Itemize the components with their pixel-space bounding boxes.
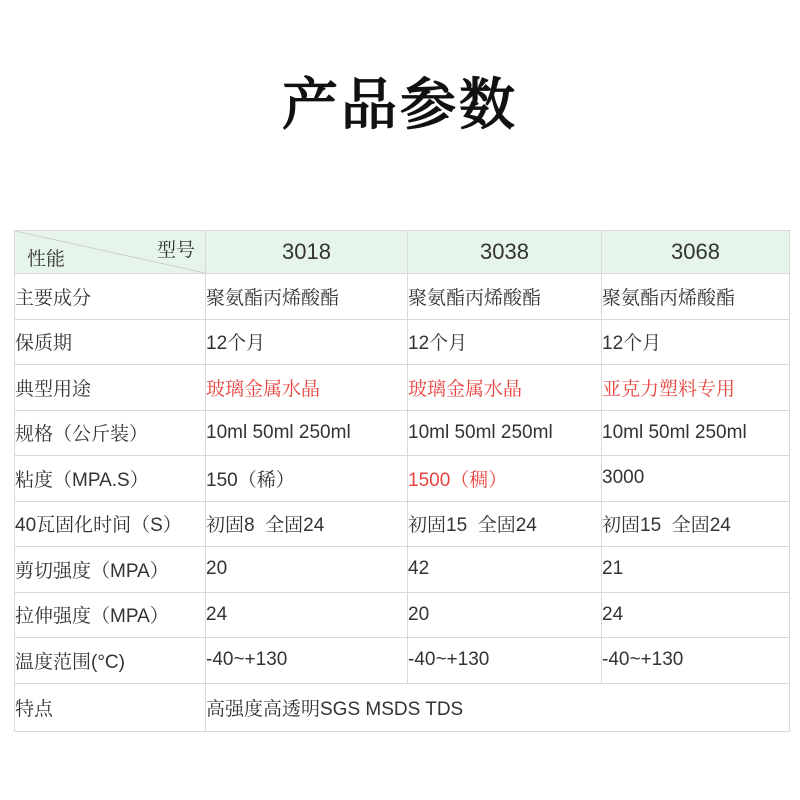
cell-text: 12个月 [602,333,662,355]
model-header: 3038 [408,231,602,274]
table-row [15,319,790,365]
cell-value [408,365,602,411]
cell-text: 初固15 全固24 [408,515,537,537]
cell-value [408,501,602,547]
cell-text: 10ml 50ml 250ml [602,421,747,443]
feature-text: 高强度高透明SGS MSDS TDS [206,698,464,720]
row-label: 拉伸强度（MPA） [15,592,206,638]
parameter-table [14,230,790,732]
table-row [15,274,790,320]
row-label: 40瓦固化时间（S） [15,501,206,547]
table-header-row [15,231,790,274]
feature-value [206,683,790,731]
cell-value [408,638,602,684]
cell-value [206,410,408,456]
cell-text: 21 [602,558,624,580]
cell-text: 12个月 [408,333,468,355]
row-label: 规格（公斤装） [15,410,206,456]
cell-value [602,410,790,456]
model-corner-label: 型号 [156,240,195,261]
row-label: 粘度（MPA.S） [15,456,206,502]
table-row [15,638,790,684]
cell-value [602,456,790,502]
cell-text: 初固15 全固24 [602,515,731,537]
cell-text: 初固8 全固24 [206,515,325,537]
cell-text: 聚氨酯丙烯酸酯 [602,287,736,309]
table-row [15,365,790,411]
cell-text: 24 [602,603,624,625]
cell-text: 20 [206,558,228,580]
row-label: 典型用途 [15,365,206,411]
cell-value [206,456,408,502]
model-header: 3018 [206,231,408,274]
cell-text: 10ml 50ml 250ml [206,421,351,443]
row-label: 温度范围(°C) [15,638,206,684]
cell-text: 42 [408,558,430,580]
cell-text: 20 [408,603,430,625]
cell-value [206,501,408,547]
cell-value [602,365,790,411]
row-label: 剪切强度（MPA） [15,547,206,593]
cell-value [206,638,408,684]
cell-value [408,410,602,456]
cell-value [206,592,408,638]
cell-value [408,274,602,320]
cell-value [602,274,790,320]
cell-text: 聚氨酯丙烯酸酯 [408,287,542,309]
cell-value [206,319,408,365]
table-row [15,592,790,638]
cell-value [206,547,408,593]
page-title: 产品参数 [282,73,518,136]
cell-value [206,274,408,320]
table-row [15,410,790,456]
cell-value [206,365,408,411]
cell-value [408,547,602,593]
table-row [15,547,790,593]
cell-value [602,547,790,593]
cell-text: 聚氨酯丙烯酸酯 [206,287,340,309]
cell-text: -40~+130 [206,649,288,671]
cell-value [602,319,790,365]
feature-row [15,683,790,731]
row-label: 特点 [15,683,206,731]
cell-value [602,638,790,684]
cell-text: 24 [206,603,228,625]
cell-text: -40~+130 [408,649,490,671]
cell-value [408,319,602,365]
cell-value [408,592,602,638]
cell-text: 10ml 50ml 250ml [408,421,553,443]
cell-value [602,501,790,547]
cell-text: 亚克力塑料专用 [602,378,736,400]
cell-value [602,592,790,638]
cell-text: -40~+130 [602,649,684,671]
row-label: 主要成分 [15,274,206,320]
cell-text: 玻璃金属水晶 [206,378,321,400]
table-row [15,501,790,547]
corner-header-cell [15,231,206,274]
cell-text: 3000 [602,467,645,489]
property-corner-label: 性能 [27,249,66,270]
cell-text: 150（稀） [206,469,295,491]
cell-value [408,456,602,502]
cell-text: 12个月 [206,333,266,355]
table-row [15,456,790,502]
cell-text: 玻璃金属水晶 [408,378,523,400]
cell-text: 1500（稠） [408,469,508,491]
model-header: 3068 [602,231,790,274]
row-label: 保质期 [15,319,206,365]
